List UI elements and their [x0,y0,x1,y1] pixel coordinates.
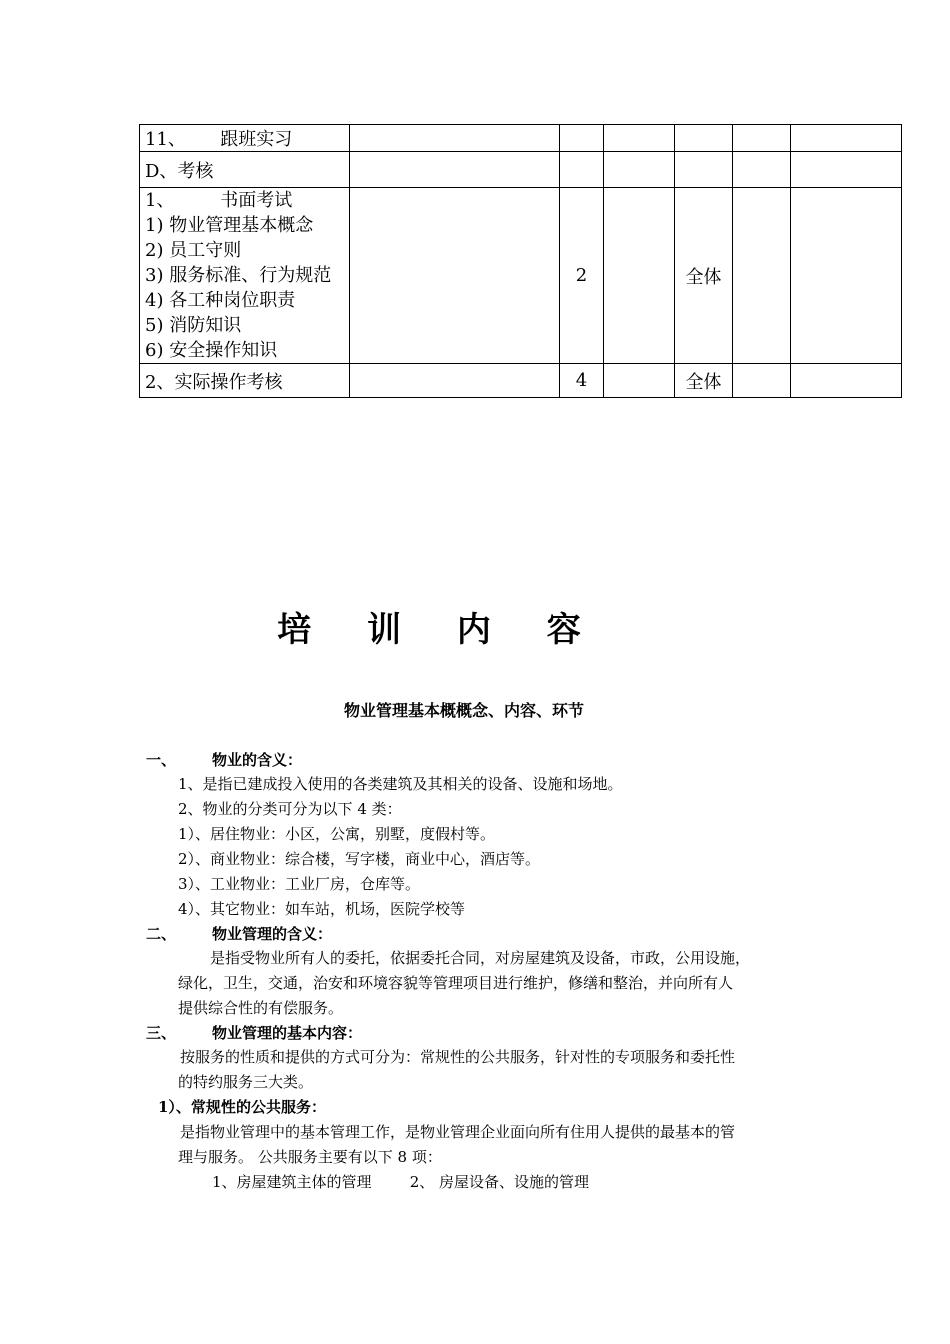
section-heading-1 [146,750,302,770]
table-cell-target [675,125,733,152]
table-cell-item: 2、实际操作考核 [140,364,350,398]
paragraph-line: 提供综合性的有偿服务。 [178,999,344,1017]
table-cell [791,188,902,364]
table-cell [350,125,560,152]
list-item: 4）、其它物业：如车站，机场，医院学校等 [178,900,466,918]
paragraph-line: 是指受物业所有人的委托，依据委托合同，对房屋建筑及设备，市政，公用设施， [210,949,751,967]
table-cell [791,125,902,152]
table-cell-hours: 4 [560,364,604,398]
table-cell [733,152,791,188]
paragraph-line: 是指物业管理中的基本管理工作，是物业管理企业面向所有住用人提供的最基本的管 [180,1123,736,1141]
subsection-heading: 1）、常规性的公共服务： [158,1098,326,1116]
table-row [140,188,902,364]
table-row [140,364,902,398]
paragraph-line: 1、房屋建筑主体的管理 2、 房屋设备、设施的管理 [212,1173,590,1191]
exam-line: 1) 物业管理基本概念 [145,215,314,236]
section-heading-text: 物业的含义： [212,751,303,769]
section-heading-2 [146,924,332,944]
paragraph-line: 绿化，卫生，交通，治安和环境容貌等管理项目进行维护，修缮和整治，并向所有人 [178,974,734,992]
table-cell [604,364,675,398]
exam-line: 1、 书面考试 [145,190,293,211]
table-row [140,152,902,188]
page-title: 培 训 内 容 [277,610,603,650]
table-cell [733,188,791,364]
exam-line: 4) 各工种岗位职责 [145,290,296,311]
section-heading-3 [146,1023,362,1043]
table-cell-item-list [140,188,350,364]
section-number: 一、 [146,751,177,769]
table-cell-hours: 2 [560,188,604,364]
paragraph-line: 1、是指已建成投入使用的各类建筑及其相关的设备、设施和场地。 [178,775,623,793]
exam-line: 2) 员工守则 [145,240,242,261]
table-cell [733,125,791,152]
list-item: 2）、商业物业：综合楼，写字楼，商业中心，酒店等。 [178,850,541,868]
paragraph-line: 的特约服务三大类。 [178,1073,314,1091]
table-cell [791,364,902,398]
exam-line: 5) 消防知识 [145,315,242,336]
section-subtitle: 物业管理基本概概念、内容、环节 [343,701,584,720]
table-cell-item: 11、 跟班实习 [140,125,350,152]
training-schedule-table [139,124,902,398]
table-row [140,125,902,152]
exam-line: 6) 安全操作知识 [145,340,278,361]
table-cell [350,152,560,188]
exam-line: 3) 服务标准、行为规范 [145,265,332,286]
paragraph-line: 按服务的性质和提供的方式可分为：常规性的公共服务，针对性的专项服务和委托性 [180,1048,736,1066]
table-cell-target [675,152,733,188]
table-cell [791,152,902,188]
table-cell [350,188,560,364]
paragraph-line: 2、物业的分类可分为以下 4 类： [178,800,402,818]
list-item: 3）、工业物业：工业厂房，仓库等。 [178,875,421,893]
table-cell-item: D、考核 [140,152,350,188]
table-cell [604,188,675,364]
section-heading-text: 物业管理的含义： [212,925,333,943]
table-cell-hours [560,152,604,188]
table-cell-target: 全体 [675,188,733,364]
section-number: 二、 [146,925,177,943]
table-cell [733,364,791,398]
table-cell [350,364,560,398]
table-cell [604,152,675,188]
section-heading-text: 物业管理的基本内容： [212,1024,363,1042]
table-cell [604,125,675,152]
paragraph-line: 理与服务。 公共服务主要有以下 8 项： [178,1148,442,1166]
table-cell-hours [560,125,604,152]
table-cell-target: 全体 [675,364,733,398]
section-number: 三、 [146,1024,177,1042]
list-item: 1）、居住物业：小区，公寓，别墅，度假村等。 [178,825,496,843]
